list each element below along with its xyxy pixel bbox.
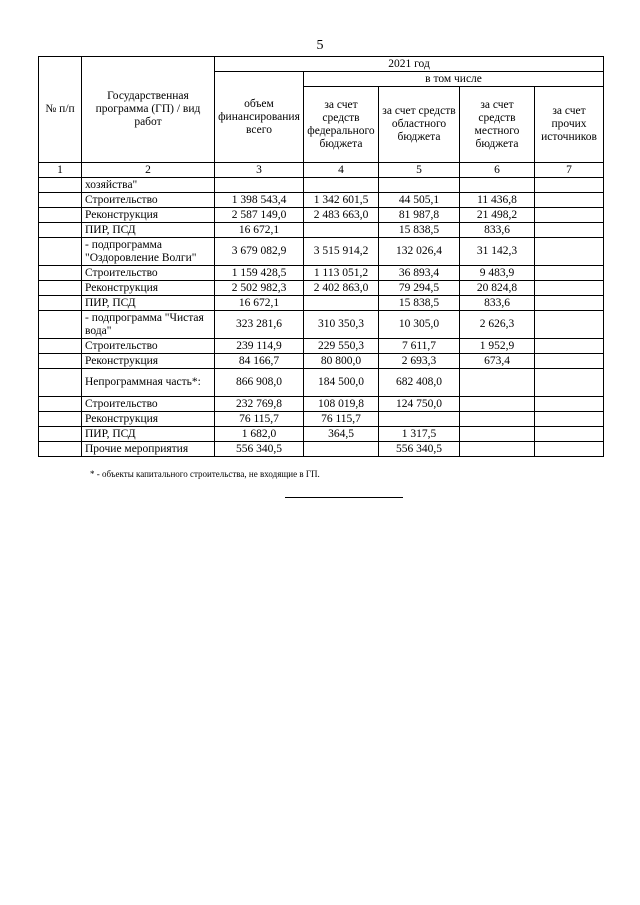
total-cell: 16 672,1 <box>215 223 304 238</box>
row-num-cell <box>39 238 82 266</box>
other-cell <box>535 397 604 412</box>
total-cell: 323 281,6 <box>215 311 304 339</box>
header-other: за счет прочих источников <box>535 87 604 163</box>
row-name-cell: Строительство <box>82 193 215 208</box>
row-num-cell <box>39 266 82 281</box>
total-cell: 232 769,8 <box>215 397 304 412</box>
regional-cell: 36 893,4 <box>379 266 460 281</box>
regional-cell: 1 317,5 <box>379 427 460 442</box>
table-row <box>39 427 604 442</box>
regional-cell: 15 838,5 <box>379 223 460 238</box>
local-cell: 20 824,8 <box>460 281 535 296</box>
regional-cell: 79 294,5 <box>379 281 460 296</box>
header-local: за счет средств местного бюджета <box>460 87 535 163</box>
other-cell <box>535 311 604 339</box>
federal-cell: 184 500,0 <box>304 369 379 397</box>
header-regional: за счет средств областного бюджета <box>379 87 460 163</box>
row-name-cell: Прочие мероприятия <box>82 442 215 457</box>
local-cell <box>460 397 535 412</box>
row-name-cell: Реконструкция <box>82 412 215 427</box>
row-name-cell: - подпрограмма "Чистая вода" <box>82 311 215 339</box>
federal-cell <box>304 178 379 193</box>
federal-cell: 76 115,7 <box>304 412 379 427</box>
other-cell <box>535 442 604 457</box>
federal-cell <box>304 442 379 457</box>
regional-cell <box>379 178 460 193</box>
total-cell: 1 398 543,4 <box>215 193 304 208</box>
total-cell: 866 908,0 <box>215 369 304 397</box>
regional-cell <box>379 412 460 427</box>
header-total: объем финансирования всего <box>215 72 304 163</box>
column-index: 6 <box>460 163 535 178</box>
column-index: 1 <box>39 163 82 178</box>
total-cell: 2 502 982,3 <box>215 281 304 296</box>
total-cell: 16 672,1 <box>215 296 304 311</box>
total-cell: 2 587 149,0 <box>215 208 304 223</box>
table-row <box>39 354 604 369</box>
table-row <box>39 208 604 223</box>
federal-cell <box>304 223 379 238</box>
table-row <box>39 369 604 397</box>
row-num-cell <box>39 354 82 369</box>
table-row <box>39 266 604 281</box>
row-num-cell <box>39 311 82 339</box>
other-cell <box>535 208 604 223</box>
total-cell: 1 159 428,5 <box>215 266 304 281</box>
federal-cell: 80 800,0 <box>304 354 379 369</box>
total-cell <box>215 178 304 193</box>
local-cell: 673,4 <box>460 354 535 369</box>
header-federal: за счет средств федерального бюджета <box>304 87 379 163</box>
row-name-cell: ПИР, ПСД <box>82 296 215 311</box>
table-row <box>39 412 604 427</box>
federal-cell: 2 402 863,0 <box>304 281 379 296</box>
other-cell <box>535 178 604 193</box>
row-num-cell <box>39 442 82 457</box>
other-cell <box>535 296 604 311</box>
other-cell <box>535 223 604 238</box>
row-name-cell: Реконструкция <box>82 208 215 223</box>
total-cell: 3 679 082,9 <box>215 238 304 266</box>
federal-cell: 2 483 663,0 <box>304 208 379 223</box>
other-cell <box>535 369 604 397</box>
table-row <box>39 339 604 354</box>
row-num-cell <box>39 223 82 238</box>
federal-cell: 364,5 <box>304 427 379 442</box>
row-num-cell <box>39 193 82 208</box>
local-cell <box>460 442 535 457</box>
total-cell: 1 682,0 <box>215 427 304 442</box>
row-name-cell: Непрограммная часть*: <box>82 369 215 397</box>
column-index: 2 <box>82 163 215 178</box>
regional-cell: 132 026,4 <box>379 238 460 266</box>
local-cell: 11 436,8 <box>460 193 535 208</box>
federal-cell: 310 350,3 <box>304 311 379 339</box>
table-row <box>39 223 604 238</box>
other-cell <box>535 427 604 442</box>
total-cell: 239 114,9 <box>215 339 304 354</box>
header-including: в том числе <box>304 72 604 87</box>
row-num-cell <box>39 296 82 311</box>
table-row <box>39 311 604 339</box>
local-cell: 21 498,2 <box>460 208 535 223</box>
other-cell <box>535 339 604 354</box>
regional-cell: 682 408,0 <box>379 369 460 397</box>
row-num-cell <box>39 369 82 397</box>
table-row <box>39 238 604 266</box>
table-row <box>39 397 604 412</box>
regional-cell: 2 693,3 <box>379 354 460 369</box>
other-cell <box>535 412 604 427</box>
column-index: 4 <box>304 163 379 178</box>
total-cell: 84 166,7 <box>215 354 304 369</box>
regional-cell: 15 838,5 <box>379 296 460 311</box>
federal-cell: 3 515 914,2 <box>304 238 379 266</box>
end-divider <box>285 497 403 498</box>
column-index: 7 <box>535 163 604 178</box>
table-body <box>39 178 604 457</box>
local-cell: 833,6 <box>460 223 535 238</box>
header-year: 2021 год <box>215 57 604 72</box>
federal-cell: 229 550,3 <box>304 339 379 354</box>
row-name-cell: - подпрограмма "Оздоровление Волги" <box>82 238 215 266</box>
total-cell: 556 340,5 <box>215 442 304 457</box>
table-row <box>39 193 604 208</box>
other-cell <box>535 354 604 369</box>
other-cell <box>535 238 604 266</box>
row-name-cell: Строительство <box>82 339 215 354</box>
row-name-cell: ПИР, ПСД <box>82 427 215 442</box>
local-cell: 2 626,3 <box>460 311 535 339</box>
federal-cell: 1 342 601,5 <box>304 193 379 208</box>
local-cell: 1 952,9 <box>460 339 535 354</box>
local-cell: 31 142,3 <box>460 238 535 266</box>
other-cell <box>535 193 604 208</box>
row-num-cell <box>39 281 82 296</box>
header-program: Государственная программа (ГП) / вид работ <box>82 57 215 163</box>
column-index-row <box>39 163 604 178</box>
local-cell <box>460 178 535 193</box>
row-name-cell: ПИР, ПСД <box>82 223 215 238</box>
table-row <box>39 442 604 457</box>
total-cell: 76 115,7 <box>215 412 304 427</box>
other-cell <box>535 281 604 296</box>
other-cell <box>535 266 604 281</box>
regional-cell: 10 305,0 <box>379 311 460 339</box>
row-num-cell <box>39 208 82 223</box>
footnote: * - объекты капитального строительства, не входящие в ГП. <box>90 469 320 479</box>
table-row <box>39 281 604 296</box>
regional-cell: 124 750,0 <box>379 397 460 412</box>
local-cell: 833,6 <box>460 296 535 311</box>
table-row <box>39 296 604 311</box>
row-num-cell <box>39 178 82 193</box>
row-name-cell: Строительство <box>82 397 215 412</box>
regional-cell: 7 611,7 <box>379 339 460 354</box>
table-row <box>39 178 604 193</box>
row-name-cell: Реконструкция <box>82 281 215 296</box>
row-num-cell <box>39 427 82 442</box>
local-cell <box>460 369 535 397</box>
column-index: 3 <box>215 163 304 178</box>
page-number: 5 <box>316 38 324 53</box>
local-cell <box>460 412 535 427</box>
row-name-cell: хозяйства" <box>82 178 215 193</box>
federal-cell: 108 019,8 <box>304 397 379 412</box>
federal-cell: 1 113 051,2 <box>304 266 379 281</box>
local-cell <box>460 427 535 442</box>
row-num-cell <box>39 412 82 427</box>
column-index: 5 <box>379 163 460 178</box>
row-num-cell <box>39 339 82 354</box>
budget-table <box>38 56 604 457</box>
federal-cell <box>304 296 379 311</box>
regional-cell: 44 505,1 <box>379 193 460 208</box>
local-cell: 9 483,9 <box>460 266 535 281</box>
header-num: № п/п <box>39 57 82 163</box>
row-name-cell: Строительство <box>82 266 215 281</box>
regional-cell: 81 987,8 <box>379 208 460 223</box>
regional-cell: 556 340,5 <box>379 442 460 457</box>
row-name-cell: Реконструкция <box>82 354 215 369</box>
row-num-cell <box>39 397 82 412</box>
